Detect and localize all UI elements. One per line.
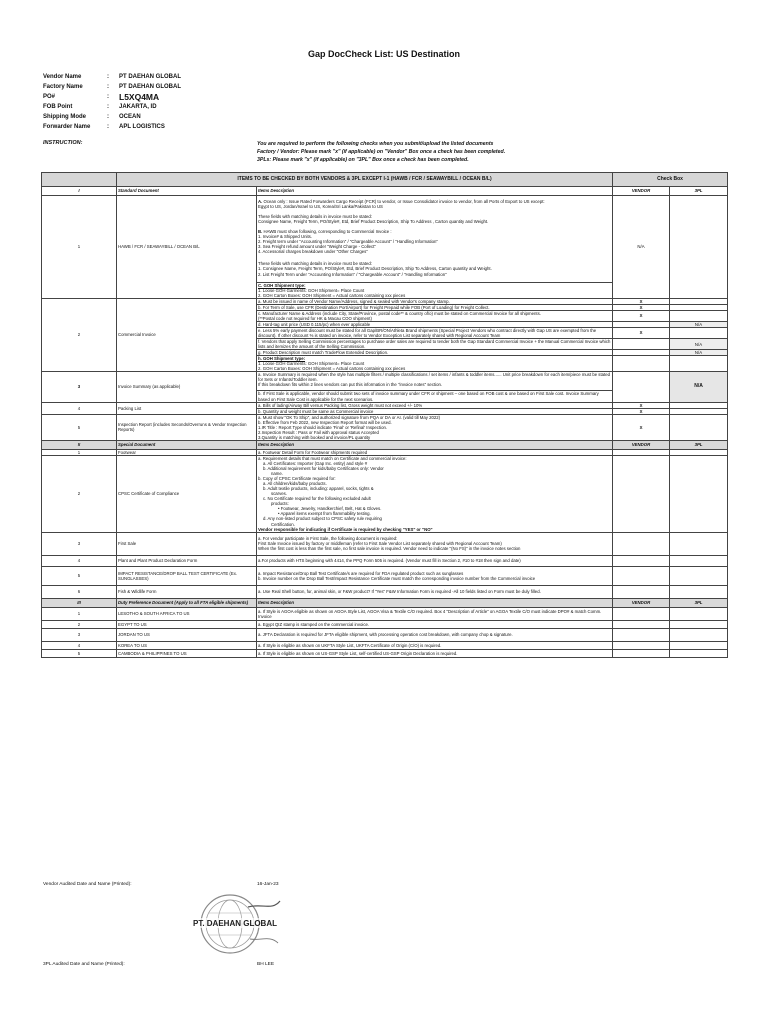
tpl-cell — [670, 414, 728, 440]
cell — [117, 620, 257, 628]
cell — [257, 440, 613, 449]
cell — [670, 440, 728, 449]
desc-cell — [257, 391, 613, 402]
header-row — [43, 72, 181, 82]
cell — [117, 566, 257, 585]
cell — [670, 187, 728, 196]
cell — [117, 532, 257, 555]
page-title: Gap DocCheck List: US Destination — [307, 49, 461, 59]
tpl-audited-label: 3PL Audited Date and Name (Printed): — [43, 962, 125, 967]
vendor-cell — [613, 532, 670, 555]
row-doc: LESOTHO & SOUTH AFRICA TO US — [118, 611, 190, 617]
row-num: 1 — [77, 449, 81, 455]
item-text: a. If Style is eligible as shown on US-GSP Style List, self-certified US-GSP Origin Declaration is required. — [258, 650, 458, 656]
tpl-cell — [670, 585, 728, 598]
desc-cell — [257, 607, 613, 620]
item-text: b. If First Sale is applicable, vendor should submit two sets of invoice summary under CFR or shipment – one based on FOB cost & one based on First Sale cost. Invoice Summary based on First Sale Cost is applicable for the next scenarios. — [258, 391, 599, 402]
cell — [117, 372, 257, 402]
item-text: c. No Certificate required for the following excluded adult — [263, 496, 371, 502]
header-label: Shipping Mode — [43, 114, 86, 120]
item-text: 4. Accessorial charges breakdown under "Other Charges" — [258, 249, 368, 255]
row-num: 3 — [77, 632, 81, 638]
item-text: b. Adult textile products, including: apparel, socks, tights & — [263, 486, 374, 492]
vendor-header: VENDOR — [631, 600, 651, 606]
row-first-sale — [42, 532, 728, 555]
header-sep: : — [107, 74, 109, 80]
vendor-cell — [613, 607, 670, 620]
cell — [117, 187, 257, 196]
desc-cell — [257, 455, 613, 532]
row-doc: HAWB / FCR / SEAWAYBILL / OCEAN B/L — [118, 244, 200, 250]
cell — [42, 440, 117, 449]
row-fish-wildlife — [42, 585, 728, 598]
vendor-cell — [613, 641, 670, 649]
tpl-cell — [670, 327, 728, 338]
row-duty-preference — [42, 620, 728, 628]
cell — [257, 598, 613, 607]
vendor-cell — [613, 372, 670, 402]
cell — [117, 298, 257, 372]
check-box-cell — [613, 173, 728, 187]
desc-cell — [257, 310, 613, 321]
item-text: 3.Quantity is matching with booked and invoice/PL quantity — [258, 434, 371, 440]
row-duty-preference — [42, 607, 728, 620]
cell — [117, 607, 257, 620]
tpl-mark: N/A — [694, 350, 703, 356]
cell — [42, 585, 117, 598]
header-row — [43, 92, 181, 102]
item-text: 2. GOH Carton Boxes: GOH Shipment = Actual cartons containing xxx pieces — [258, 292, 406, 298]
header-label: Forwarder Name — [43, 124, 91, 130]
item-text: a. Use Real Shell button, fur, animal skin, or F&W product? If "Yes" F&W Information Form is required -All 10 fields listed on Form must be duly filled. — [258, 589, 541, 595]
header-label: Vendor Name — [43, 74, 82, 80]
instruction-line: 3PLs: Please mark "x" (if applicable) on "3PL" Box once a check has been completed. — [257, 157, 469, 163]
cell — [117, 598, 257, 607]
tpl-cell — [670, 607, 728, 620]
vendor-audited-date: 16-Jan-23 — [257, 882, 279, 887]
item-text: 1.IR Title : Report Type should indicate 'Final' or 'Refinal' Inspection. — [258, 424, 388, 430]
tpl-mark: N/A — [694, 341, 703, 347]
row-doc: CPSC Certificate of Compliance — [118, 491, 180, 497]
vendor-mark: X — [639, 313, 643, 319]
row-num: 5 — [77, 424, 81, 430]
cell — [117, 440, 257, 449]
vendor-cell — [613, 310, 670, 321]
section-num: I — [78, 188, 80, 194]
cell — [117, 555, 257, 566]
item-text: Consignee Name, Freight Term, PO/Style#, Etd, Brief Product Description, Ship To Address , Carton quantity and Weight. — [258, 219, 489, 225]
desc-cell — [257, 196, 613, 283]
row-doc: CAMBODIA & PHILIPPINES TO US — [118, 650, 187, 656]
item-letter: B. — [258, 229, 263, 235]
vendor-mark: N/A — [637, 244, 645, 250]
vendor-header: VENDOR — [631, 442, 651, 448]
item-text: a. Impact Resistance/Drop Ball Test Certificate/s are required for FDA regulated product such as sunglasses — [258, 570, 464, 576]
item-text: a. Invoice Summary is required when the style has multiple filters / multiple classifications / set items / infants & toddler items...... Unit price breakdown for each item/piece must be stated for Sets or Infants/Toddler item. — [258, 372, 611, 383]
cell — [117, 641, 257, 649]
item-text: If this breakdown fits within 2 lines vendors can put this information in the "invoice notes" section. — [258, 382, 443, 388]
section-num: II — [77, 442, 81, 448]
header-label: PO# — [43, 94, 56, 100]
item-text: HAWB must show following, corresponding to Commercial Invoice : — [262, 229, 392, 235]
section-desc: Items Description — [258, 442, 295, 448]
item-text: g. Product Description must match TradeFlow Extended Description. — [258, 350, 389, 356]
vendor-mark: X — [639, 402, 643, 408]
row-num: 5 — [77, 573, 81, 579]
section-desc: Items Description — [258, 188, 295, 194]
item-text: a. Must show "OK To Ship", and authorized signature from PQA or DA or AI. (valid till May 2022) — [258, 414, 441, 420]
row-doc: Invoice Summary (as applicable) — [118, 384, 181, 390]
desc-cell — [257, 532, 613, 555]
cell — [42, 620, 117, 628]
cell — [42, 414, 117, 440]
item-text: d. Any non-listed product subject to CPSC safety rule requiring — [263, 516, 382, 522]
cell — [42, 196, 117, 299]
row-doc: KOREA TO US — [118, 642, 147, 648]
item-text: b. Additional requirement for kids/baby Certificates only: Vendor — [263, 466, 384, 472]
desc-cell — [257, 555, 613, 566]
section-desc: Items Description — [258, 600, 295, 606]
cell — [117, 402, 257, 414]
item-text: C. GOH Shipment type: — [258, 282, 306, 288]
item-text: a. Must be issued in name of Vendor Name/Address, signed & sealed with Vendor's company stamp. — [258, 298, 450, 304]
section-header-row — [42, 598, 728, 607]
header-value: PT DAEHAN GLOBAL — [119, 84, 181, 90]
item-text: d. Hard-tag unit price (USD 0.115/pc) when ever applicable — [258, 321, 371, 327]
tpl-header: 3PL — [694, 188, 703, 194]
item-text: Ocean only : Issue Rated Forwarders Cargo Receipt (FCR) to vendor, or Issue Consolidator invoice to vendor, from all Ports of Export to US except: — [262, 199, 545, 204]
cell — [117, 455, 257, 532]
row-doc: Fish & Wildlife Form — [118, 589, 157, 595]
row-num: 1 — [77, 244, 81, 250]
tpl-cell — [670, 339, 728, 350]
row-num: 2 — [77, 332, 81, 338]
cell — [613, 440, 670, 449]
tpl-header: 3PL — [694, 442, 703, 448]
tpl-cell — [670, 555, 728, 566]
header-sep: : — [107, 114, 109, 120]
item-text: • Apparel items exempt from flammability testing. — [278, 511, 371, 517]
tpl-cell — [670, 641, 728, 649]
desc-cell — [257, 414, 613, 440]
desc-cell — [257, 339, 613, 350]
cell — [117, 628, 257, 641]
tpl-cell — [670, 196, 728, 299]
row-doc: Inspection Report (includes Seconds/Overruns & Vendor Inspection Reports) — [118, 422, 247, 433]
header-sep: : — [107, 94, 109, 100]
row-num: 1 — [77, 611, 81, 617]
row-num: 5 — [77, 650, 81, 656]
cell — [117, 649, 257, 657]
item-text: b. For Term of Sale, use CFR (Destination Port/Airport) for Freight Prepaid while FOB (Port of Loading) for Freight Collect. — [258, 304, 490, 310]
item-text: a. If Style is AGOA eligible as shown on AGOA Style List, AGOA Visa & Textile C/O required. Box 4 "Description of Article" on AGOA Textile C/O must indicate DPO# & match Comm. Invoice — [258, 608, 602, 619]
row-duty-preference — [42, 641, 728, 649]
item-text: 2. Freight term under "Accounting Information" / "Chargeable Account" / "Handling Information" — [258, 239, 438, 245]
item-text: 1. Loose GOH Garments: GOH Shipment= Place Count — [258, 287, 365, 293]
item-text: name. — [271, 471, 283, 477]
tpl-cell — [670, 649, 728, 657]
row-inspection-report — [42, 414, 728, 440]
row-doc: JORDAN TO US — [118, 632, 150, 638]
header-label: Factory Name — [43, 84, 83, 90]
item-text: a. JFTA Declaration is required for JFTA eligible shipment, with processing operation cost breakdown, with company chop & signature. — [258, 632, 513, 638]
row-invoice-summary — [42, 372, 728, 391]
row-num: 6 — [77, 589, 81, 595]
cell — [42, 598, 117, 607]
item-text: Egypt to US, Jordan/Israel to US, Korea/Sri Lanka/Pakistan to US — [258, 204, 383, 210]
item-text: a. Bills of lading/Airway Bill versus Packing list, Gross weight must not exceed +/- 10% — [258, 402, 423, 408]
item-text: b. Copy of CPSC Certificate required for: — [258, 476, 336, 482]
tpl-cell — [670, 620, 728, 628]
vendor-mark: X — [639, 298, 643, 304]
tpl-audited-name: BH LEE — [257, 962, 275, 967]
row-num: 2 — [77, 491, 81, 497]
vendor-cell — [613, 628, 670, 641]
header-value: JAKARTA, ID — [119, 104, 157, 110]
vendor-cell — [613, 196, 670, 299]
row-num: 4 — [77, 558, 81, 564]
cell — [42, 173, 117, 187]
item-text: Certification. — [271, 521, 295, 527]
section-header-row — [42, 187, 728, 196]
vendor-cell — [613, 455, 670, 532]
desc-cell — [257, 649, 613, 657]
item-text: 2. List Freight Term under "Accounting Information" / "Chargeable Account" / "Handling Information" — [258, 271, 447, 277]
item-text: f. Vendors that apply Selling Commission percentages to purchase order sales are required to tender both the Gap Standard Commercial Invoice + the Manual Commercial Invoice which lists and itemizes the amount of the Selling Commission. — [258, 339, 611, 350]
section-doc: Duty Preference Document (Apply to all FTA eligible shipments) — [118, 600, 249, 606]
row-doc: Footwear — [118, 449, 136, 455]
item-text: products: — [271, 501, 289, 507]
row-drop-ball — [42, 566, 728, 585]
item-text: 1. Invoice# & Shipped Units. — [258, 234, 312, 240]
desc-cell — [257, 327, 613, 338]
row-ppq — [42, 555, 728, 566]
item-text: h. GOH Shipment type: — [258, 356, 306, 362]
header-row — [43, 102, 181, 112]
section-num: III — [77, 600, 81, 606]
tpl-cell — [670, 532, 728, 555]
row-cpsc — [42, 455, 728, 532]
vendor-cell — [613, 566, 670, 585]
band-title-cell — [117, 173, 613, 187]
cell — [42, 298, 117, 372]
desc-cell — [257, 628, 613, 641]
header-row — [43, 112, 181, 122]
row-doc: Commercial Invoice — [118, 332, 156, 338]
header-value: APL LOGISTICS — [119, 124, 165, 130]
row-doc: First Sale — [118, 541, 137, 547]
item-text: These fields with matching details in invoice must be stated: — [258, 214, 372, 220]
tpl-mark: N/A — [694, 321, 703, 327]
desc-cell — [257, 585, 613, 598]
vendor-mark: X — [639, 304, 643, 310]
desc-cell — [257, 620, 613, 628]
row-doc: IMPACT RESISTANCE/DROP BALL TEST CERTIFICATE (Ex. SUNGLASSES) — [118, 570, 238, 581]
cell — [257, 187, 613, 196]
desc-cell — [257, 641, 613, 649]
item-text: These fields with matching details in invoice must be stated: — [258, 261, 372, 267]
instruction-label: INSTRUCTION: — [43, 140, 83, 146]
item-text: a. Footwear Detail Form for Footwear shipments required — [258, 449, 368, 455]
item-text: b. Effective from Feb 2022, new Inspection Report format will be used. — [258, 419, 392, 425]
item-text: 2.Inspection Result : Pass or Fail with approval status Accepted — [258, 429, 379, 435]
row-duty-preference — [42, 649, 728, 657]
item-text: 3. Sea Freight refund amount under "Weight Charge - Collect" — [258, 244, 376, 250]
row-num: 3 — [77, 384, 81, 390]
item-text: Vendor responsible for indicating if Certificate is required by checking "YES" or "NO" — [258, 526, 433, 532]
row-doc: Plant and Plant Product Declaration Form — [118, 558, 198, 564]
item-text: 1. Consignee Name, Freight Term, PO/Style#, Etd, Brief Product Description, Ship To Address, Carton quantity and Weight. — [258, 266, 492, 272]
tpl-header: 3PL — [694, 600, 703, 606]
desc-cell — [257, 282, 613, 298]
item-text: 1. Loose GOH Garments: GOH Shipment= Place Count — [258, 361, 365, 367]
instruction-line: You are required to perform the following checks when you submit/upload the listed documents — [257, 141, 494, 147]
instruction-line: Factory / Vendor: Please mark "x" (if applicable) on "Vendor" Box once a check has been completed. — [257, 149, 506, 155]
desc-cell — [257, 372, 613, 391]
cell — [42, 532, 117, 555]
cell — [42, 649, 117, 657]
cell — [42, 372, 117, 402]
item-text: b. Quantity and weight must be same as Commercial invoice — [258, 408, 374, 414]
cell — [117, 196, 257, 299]
cell — [613, 598, 670, 607]
vendor-cell — [613, 620, 670, 628]
vendor-cell — [613, 585, 670, 598]
section-doc: Special Document — [118, 442, 156, 448]
vendor-cell — [613, 339, 670, 350]
item-text: a. All children/kids/baby products. — [263, 481, 327, 487]
row-num: 4 — [77, 642, 81, 648]
band-title: ITEMS TO BE CHECKED BY BOTH VENDORS & 3PL EXCEPT I-1 (HAWB / FCR / SEAWAYBILL / OCEAN B/L) — [237, 175, 492, 182]
header-sep: : — [107, 124, 109, 130]
header-sep: : — [107, 84, 109, 90]
cell — [42, 607, 117, 620]
cell — [42, 402, 117, 414]
vendor-audited-label: Vendor Audited Date and Name (Printed): — [43, 882, 132, 887]
section-header-row — [42, 440, 728, 449]
vendor-mark: X — [639, 408, 643, 414]
row-hawb — [42, 196, 728, 283]
item-text: When the first cost is less than the first sale, no first sale invoice is required. Vendor need to indicate "(No FS)" in the invoice notes section — [258, 546, 521, 552]
vendor-mark: X — [639, 330, 643, 336]
item-text: a. If Style is eligible as shown on UKFTA Style List, UKFTA Certificate of Origin (C/O) is required. — [258, 642, 442, 648]
cell — [42, 455, 117, 532]
cell — [117, 585, 257, 598]
row-doc: Packing List — [118, 405, 142, 411]
item-text: a. Requirement details that must match on Certificate and commercial invoice: — [258, 455, 407, 461]
header-sep: : — [107, 104, 109, 110]
company-logo — [190, 893, 292, 955]
band-row — [42, 173, 728, 187]
desc-cell — [257, 566, 613, 585]
item-text: scarves. — [271, 491, 287, 497]
logo-text: PT. DAEHAN GLOBAL — [193, 919, 277, 928]
header-row — [43, 82, 181, 92]
tpl-cell — [670, 455, 728, 532]
vendor-header: VENDOR — [631, 188, 651, 194]
item-text: a.For products with HTS beginning with 4414, the PPQ Form 505 is required. (Vendor must fill in Section 2, #10 to #18 then sign and date) — [258, 558, 521, 564]
row-duty-preference — [42, 628, 728, 641]
tpl-cell — [670, 372, 728, 402]
cell — [42, 566, 117, 585]
row-num: 2 — [77, 621, 81, 627]
tpl-cell — [670, 310, 728, 321]
cell — [42, 555, 117, 566]
tpl-cell — [670, 356, 728, 372]
item-text: • Footwear, Jewelry, Handkerchief, Belt, Hat & Gloves. — [278, 506, 382, 512]
vendor-cell — [613, 356, 670, 372]
cell — [42, 641, 117, 649]
cell — [42, 187, 117, 196]
item-text: (**Postal code not required for HK & Macau COO shipment) — [258, 315, 372, 321]
item-text: a. Egypt QIZ stamp is stamped on the commercial invoice. — [258, 621, 370, 627]
row-num: 3 — [77, 541, 81, 547]
item-text: b. Invoice number on the Drop Ball Test/Impact Resistance Certificate must match the corresponding invoice number from the Commercial invoice — [258, 575, 536, 581]
checklist-table — [41, 172, 728, 658]
item-text: c. Manufacturer Name & Address (include City, State/Province, postal code** & country of/o) must be stated on Commercial Invoice for all shipments. — [258, 310, 541, 316]
header-value: OCEAN — [119, 114, 141, 120]
desc-cell — [257, 356, 613, 372]
header-row — [43, 122, 181, 132]
item-letter: A. — [258, 199, 263, 204]
row-doc: EGYPT TO US — [118, 621, 147, 627]
vendor-cell — [613, 327, 670, 338]
row-num: 4 — [77, 405, 81, 411]
header-value: L5XQ4MA — [119, 92, 160, 102]
tpl-cell — [670, 628, 728, 641]
vendor-cell — [613, 649, 670, 657]
header-block — [43, 72, 181, 132]
cell — [117, 414, 257, 440]
header-label: FOB Point — [43, 104, 73, 110]
item-text: e. Less 5% early payment discount must be stated for all Gap/BR/ON/Athleta Brand shipments (Special Project Vendors who contract directly with Gap US are exempted from the discount). If other discount % is stated on invoice, refer to Vendor Exception List separately shared with Regional Account Team — [258, 327, 597, 338]
tpl-mark: N/A — [694, 383, 703, 390]
vendor-cell — [613, 555, 670, 566]
item-text: a. All Certificates: Importer (Gap Inc. entity) and style # — [263, 460, 368, 466]
item-text: 2. GOH Carton Boxes: GOH Shipment = Actual cartons containing xxx pieces — [258, 366, 406, 372]
item-text: First Sale Invoice issued by factory or middleman (refer to First Sale Vendor List separately shared with Regional Account Team) — [258, 541, 502, 547]
vendor-cell — [613, 414, 670, 440]
vendor-mark: X — [639, 424, 643, 430]
item-text: a. For vendor participate in First Sale, the following document is required: — [258, 536, 398, 542]
section-doc: Standard Document — [118, 188, 159, 194]
check-box-title: Check Box — [657, 175, 683, 182]
cell — [42, 628, 117, 641]
header-value: PT DAEHAN GLOBAL — [119, 74, 181, 80]
cell — [670, 598, 728, 607]
cell — [613, 187, 670, 196]
instruction-text — [257, 140, 505, 164]
tpl-cell — [670, 566, 728, 585]
